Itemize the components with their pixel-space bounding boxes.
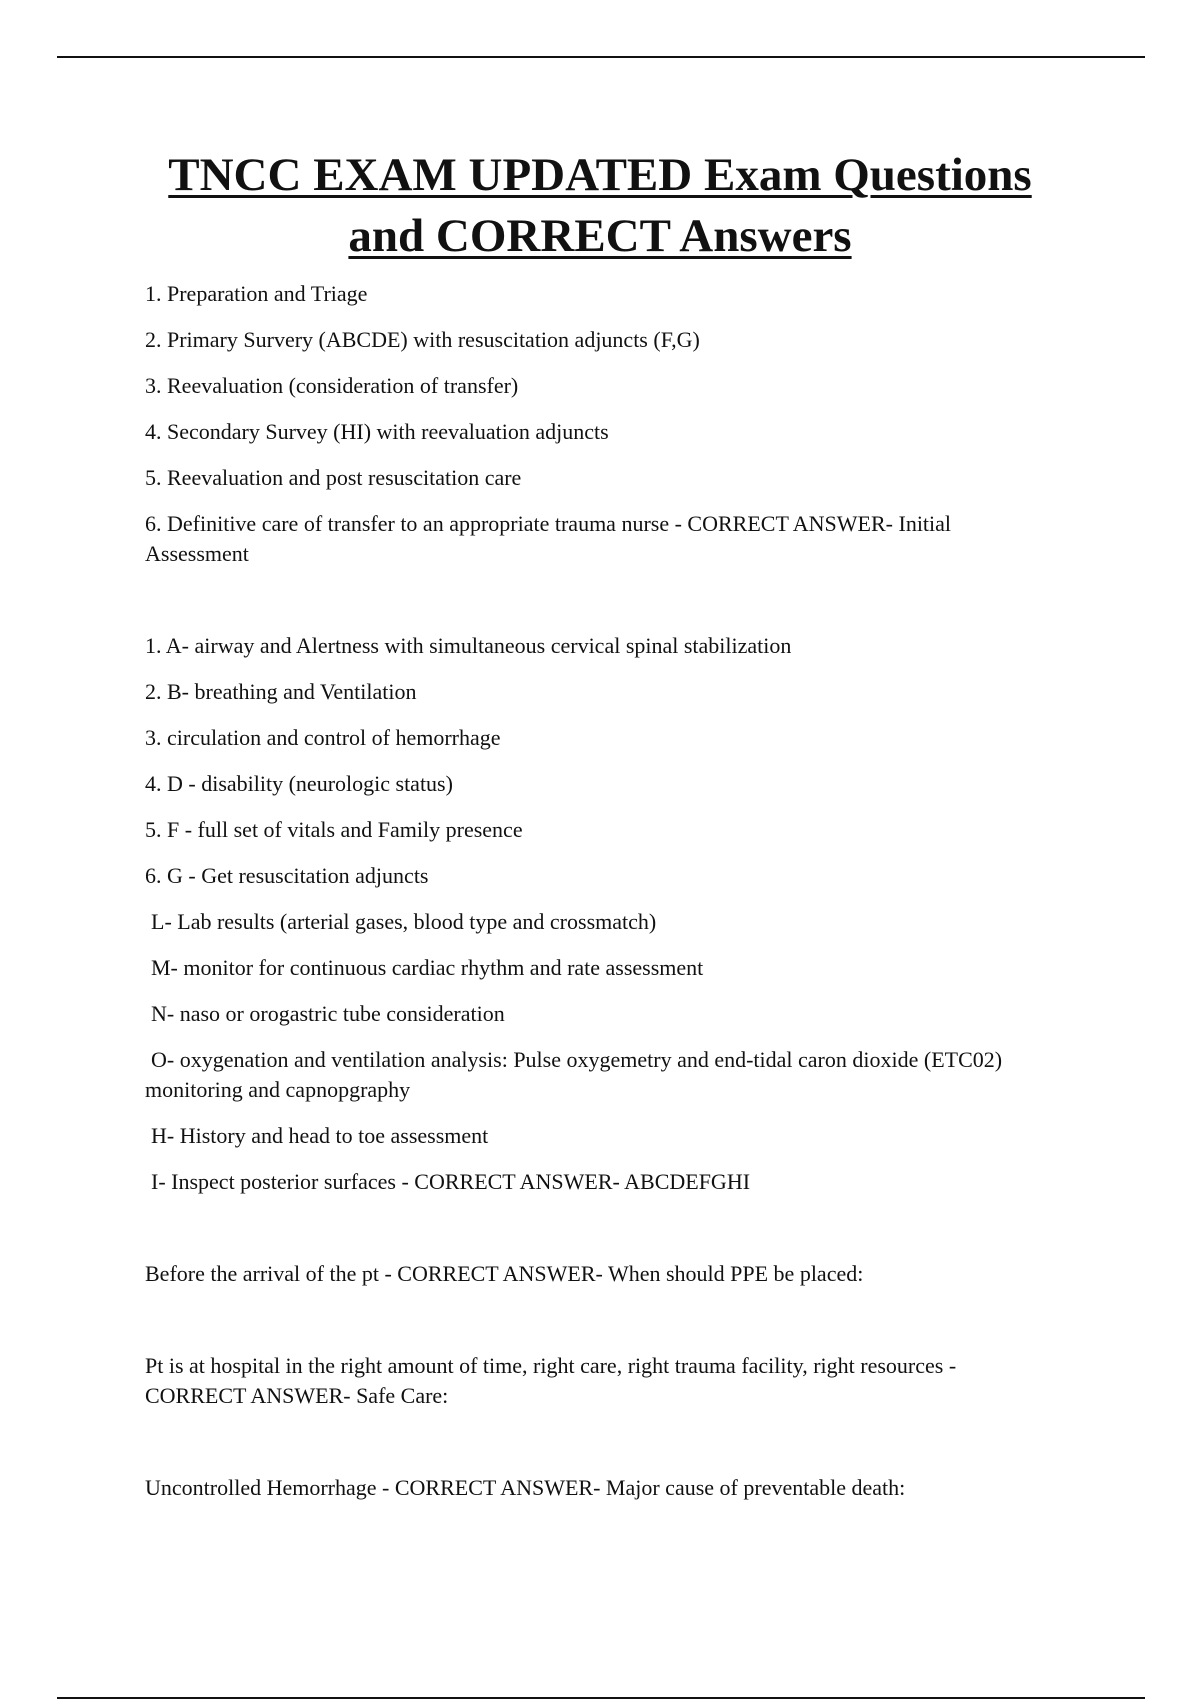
text-line: Uncontrolled Hemorrhage - CORRECT ANSWER- Major cause of preventable death:	[145, 1475, 906, 1500]
text-line: 3. Reevaluation (consideration of transfer)	[145, 373, 519, 398]
text-line: 3. circulation and control of hemorrhage	[145, 725, 501, 750]
text-line: 4. D - disability (neurologic status)	[145, 771, 453, 796]
text-line: 6. Definitive care of transfer to an appropriate trauma nurse - CORRECT ANSWER- Initial Assessment	[145, 511, 956, 566]
text-line: Pt is at hospital in the right amount of time, right care, right trauma facility, right resources - CORRECT ANSWER- Safe Care:	[145, 1353, 962, 1408]
text-line: 4. Secondary Survey (HI) with reevaluation adjuncts	[145, 419, 609, 444]
text-line: 2. B- breathing and Ventilation	[145, 679, 417, 704]
title-line-2: and CORRECT Answers	[348, 210, 852, 262]
title-line-1: TNCC EXAM UPDATED Exam Questions	[168, 149, 1032, 201]
text-line: 1. Preparation and Triage	[145, 281, 368, 306]
text-line: 5. F - full set of vitals and Family presence	[145, 817, 523, 842]
text-line: 5. Reevaluation and post resuscitation care	[145, 465, 522, 490]
text-line: N- naso or orogastric tube consideration	[151, 1001, 505, 1026]
text-line: I- Inspect posterior surfaces - CORRECT ANSWER- ABCDEFGHI	[151, 1169, 751, 1194]
text-line: 1. A- airway and Alertness with simultaneous cervical spinal stabilization	[145, 633, 792, 658]
text-line: H- History and head to toe assessment	[151, 1123, 489, 1148]
text-line: Before the arrival of the pt - CORRECT ANSWER- When should PPE be placed:	[145, 1261, 864, 1286]
document-title	[60, 145, 1140, 267]
text-line: M- monitor for continuous cardiac rhythm and rate assessment	[151, 955, 704, 980]
text-line: L- Lab results (arterial gases, blood type and crossmatch)	[151, 909, 657, 934]
bottom-divider	[57, 1697, 1145, 1699]
top-divider	[57, 56, 1145, 58]
text-line: 6. G - Get resuscitation adjuncts	[145, 863, 429, 888]
text-line: O- oxygenation and ventilation analysis: Pulse oxygemetry and end-tidal caron dioxide (ETC02) monitoring and capnopgraphy	[145, 1047, 1008, 1102]
document-body	[145, 279, 1045, 1519]
text-line: 2. Primary Survery (ABCDE) with resuscitation adjuncts (F,G)	[145, 327, 700, 352]
